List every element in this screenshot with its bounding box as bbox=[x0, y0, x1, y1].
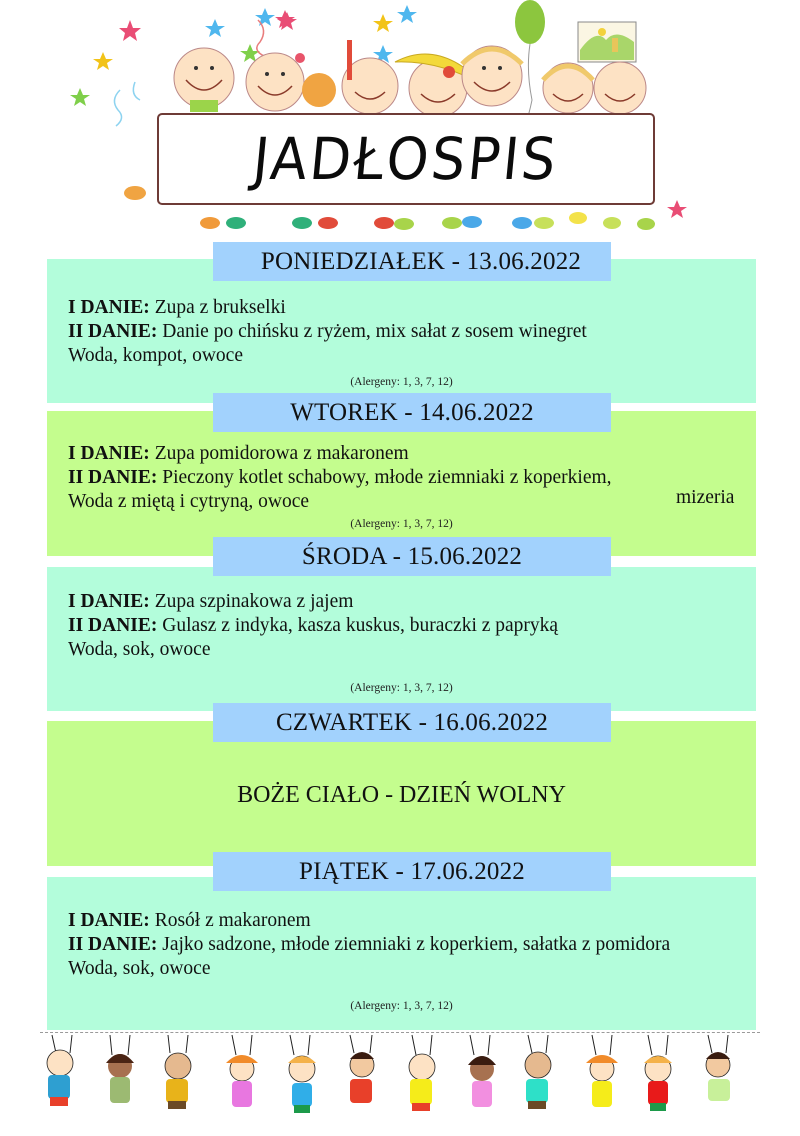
drinks: Woda, sok, owoce bbox=[68, 958, 211, 979]
first-course-text: Rosół z makaronem bbox=[149, 910, 311, 931]
first-course-text: Zupa pomidorowa z makaronem bbox=[149, 443, 409, 464]
day-panel-friday bbox=[47, 877, 756, 1030]
second-course-text: Pieczony kotlet schabowy, młode ziemniaki z koperkiem, bbox=[157, 467, 612, 488]
allergens-note: (Alergeny: 1, 3, 7, 12) bbox=[350, 376, 453, 388]
title-banner bbox=[157, 113, 655, 205]
allergens-note: (Alergeny: 1, 3, 7, 12) bbox=[350, 1000, 453, 1012]
hanging-kids-illustration bbox=[0, 1033, 800, 1132]
first-course-text: Zupa szpinakowa z jajem bbox=[149, 591, 354, 612]
first-course-label: I DANIE: bbox=[68, 443, 150, 464]
first-course bbox=[68, 441, 409, 466]
second-course bbox=[68, 932, 670, 957]
second-course-text: Danie po chińsku z ryżem, mix sałat z sosem winegret bbox=[157, 321, 587, 342]
drawing-sign-icon bbox=[578, 22, 636, 62]
ribbon-decoration bbox=[114, 90, 121, 126]
second-course-label: II DANIE: bbox=[68, 615, 158, 636]
hanging-children-icons bbox=[0, 1033, 800, 1132]
second-course-text: Jajko sadzone, młode ziemniaki z koperkiem, sałatka z pomidora bbox=[157, 934, 671, 955]
first-course-label: I DANIE: bbox=[68, 297, 150, 318]
first-course-label: I DANIE: bbox=[68, 591, 150, 612]
first-course bbox=[68, 908, 311, 933]
drinks: Woda, sok, owoce bbox=[68, 639, 211, 660]
second-course bbox=[68, 465, 612, 490]
day-panel-wednesday bbox=[47, 567, 756, 711]
second-course bbox=[68, 319, 587, 344]
day-header-thursday: CZWARTEK - 16.06.2022 bbox=[213, 703, 611, 742]
second-course-text: Gulasz z indyka, kasza kuskus, buraczki z papryką bbox=[157, 615, 559, 636]
first-course-text: Zupa z brukselki bbox=[149, 297, 286, 318]
allergens-note: (Alergeny: 1, 3, 7, 12) bbox=[350, 682, 453, 694]
day-panel-tuesday bbox=[47, 411, 756, 556]
second-course-label: II DANIE: bbox=[68, 321, 158, 342]
second-course-overflow: mizeria bbox=[676, 487, 735, 508]
day-header-friday: PIĄTEK - 17.06.2022 bbox=[213, 852, 611, 891]
day-header-wednesday: ŚRODA - 15.06.2022 bbox=[213, 537, 611, 576]
drinks: Woda z miętą i cytryną, owoce bbox=[68, 491, 309, 512]
first-course bbox=[68, 589, 353, 614]
drinks: Woda, kompot, owoce bbox=[68, 345, 243, 366]
second-course-label: II DANIE: bbox=[68, 934, 158, 955]
day-header-tuesday: WTOREK - 14.06.2022 bbox=[213, 393, 611, 432]
first-course-label: I DANIE: bbox=[68, 910, 150, 931]
first-course bbox=[68, 295, 286, 320]
day-panel-thursday bbox=[47, 721, 756, 866]
holiday-notice: BOŻE CIAŁO - DZIEŃ WOLNY bbox=[237, 782, 566, 808]
header-illustration bbox=[0, 0, 800, 235]
day-header-monday: PONIEDZIAŁEK - 13.06.2022 bbox=[213, 242, 611, 281]
second-course-label: II DANIE: bbox=[68, 467, 158, 488]
second-course bbox=[68, 613, 558, 638]
allergens-note: (Alergeny: 1, 3, 7, 12) bbox=[350, 518, 453, 530]
page-title: JADŁOSPIS bbox=[250, 125, 562, 193]
